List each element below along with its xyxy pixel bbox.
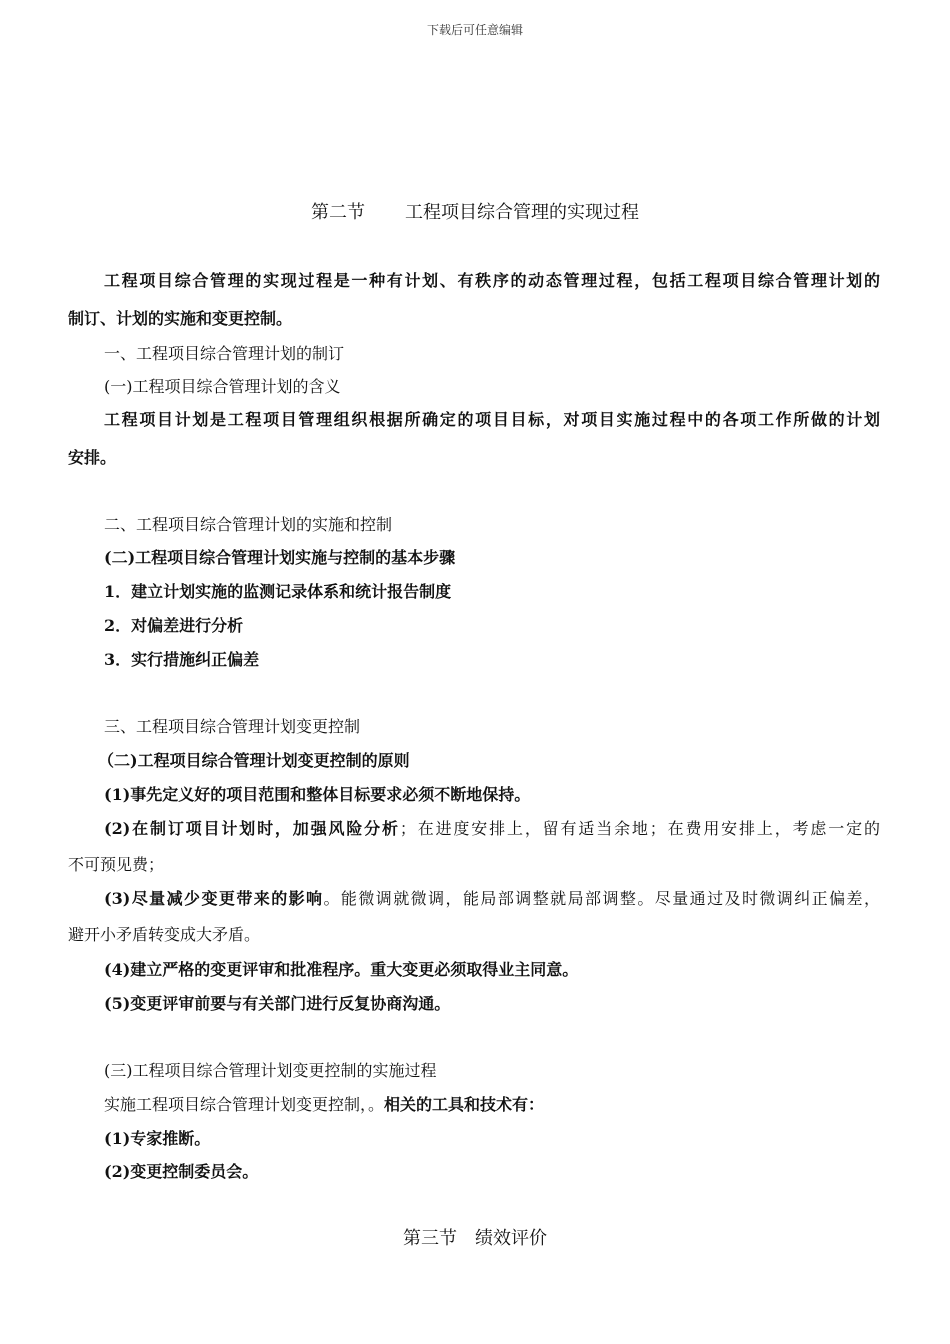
principle-2-line-2: 不可预见费； xyxy=(68,855,165,874)
heading-3: 三、工程项目综合管理计划变更控制 xyxy=(104,717,361,736)
section-3-title xyxy=(0,1224,950,1250)
section-title xyxy=(0,198,950,224)
subheading-3: （二)工程项目综合管理计划变更控制的原则 xyxy=(98,751,410,770)
subheading-2: (二)工程项目综合管理计划实施与控制的基本步骤 xyxy=(104,548,456,567)
list-item: 2．对偏差进行分析 xyxy=(104,616,244,635)
heading-1: 一、工程项目综合管理计划的制订 xyxy=(104,344,345,363)
principle-5: (5)变更评审前要与有关部门进行反复协商沟通。 xyxy=(104,994,451,1013)
intro-line-2: 制订、计划的实施和变更控制。 xyxy=(68,309,293,328)
implementation-line xyxy=(104,1092,544,1115)
tool-item: (2)变更控制委员会。 xyxy=(104,1162,259,1181)
principle-2-bold: (2)在制订项目计划时，加强风险分析 xyxy=(104,819,400,838)
list-item: 3．实行措施纠正偏差 xyxy=(104,650,260,669)
principle-2-rest: ；在进度安排上，留有适当余地；在费用安排上，考虑一定的 xyxy=(399,819,880,838)
principle-2 xyxy=(104,816,880,839)
section-heading: 工程项目综合管理的实现过程 xyxy=(405,202,639,223)
principle-4: (4)建立严格的变更评审和批准程序。重大变更必须取得业主同意。 xyxy=(104,960,579,979)
definition-line-1: 工程项目计划是工程项目管理组织根据所确定的项目目标，对项目实施过程中的各项工作所做的计划 xyxy=(104,410,880,429)
principle-3-bold: (3)尽量减少变更带来的影响 xyxy=(104,889,324,908)
subheading-1: (一)工程项目综合管理计划的含义 xyxy=(104,377,341,396)
page-header: 下载后可任意编辑 xyxy=(426,23,523,37)
implementation-bold: 相关的工具和技术有： xyxy=(384,1095,545,1114)
principle-3-rest: 。能微调就微调，能局部调整就局部调整。尽量通过及时微调纠正偏差， xyxy=(323,889,880,908)
subheading-4: (三)工程项目综合管理计划变更控制的实施过程 xyxy=(104,1061,437,1080)
principle-1: (1)事先定义好的项目范围和整体目标要求必须不断地保持。 xyxy=(104,785,531,804)
implementation-text: 实施工程项目综合管理计划变更控制，。 xyxy=(104,1095,385,1114)
tool-item: (1)专家推断。 xyxy=(104,1129,211,1148)
list-item: 1．建立计划实施的监测记录体系和统计报告制度 xyxy=(104,582,452,601)
intro-line-1: 工程项目综合管理的实现过程是一种有计划、有秩序的动态管理过程，包括工程项目综合管理计划的 xyxy=(104,271,880,290)
definition-line-2: 安排。 xyxy=(68,448,117,467)
section-3-heading: 绩效评价 xyxy=(475,1228,547,1249)
principle-3-line-2: 避开小矛盾转变成大矛盾。 xyxy=(68,925,261,944)
section-number: 第二节 xyxy=(311,202,365,223)
section-3-number: 第三节 xyxy=(403,1228,457,1249)
heading-2: 二、工程项目综合管理计划的实施和控制 xyxy=(104,515,393,534)
principle-3 xyxy=(104,886,880,909)
